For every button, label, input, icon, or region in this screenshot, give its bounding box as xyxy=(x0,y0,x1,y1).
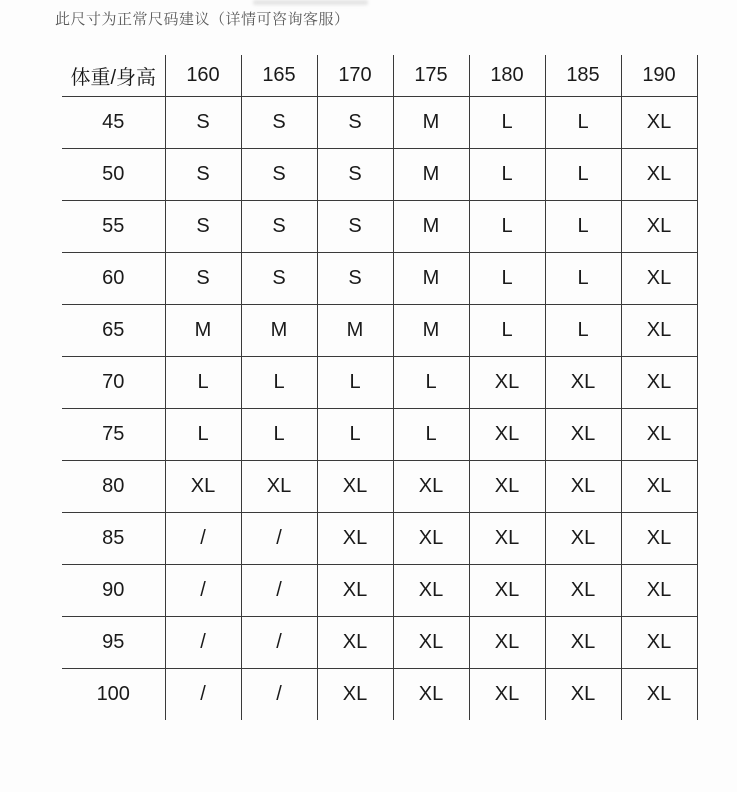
size-cell: L xyxy=(545,96,621,148)
size-table-header xyxy=(62,55,697,96)
size-cell: XL xyxy=(545,616,621,668)
size-cell: L xyxy=(545,304,621,356)
size-cell: XL xyxy=(393,512,469,564)
table-row-weight-45 xyxy=(62,96,697,148)
size-cell: L xyxy=(469,304,545,356)
size-cell: / xyxy=(165,616,241,668)
size-cell: XL xyxy=(317,564,393,616)
size-cell: M xyxy=(393,200,469,252)
weight-cell: 95 xyxy=(62,616,165,668)
size-cell: XL xyxy=(545,668,621,720)
size-cell: XL xyxy=(545,356,621,408)
weight-cell: 70 xyxy=(62,356,165,408)
size-cell: XL xyxy=(545,408,621,460)
size-cell: XL xyxy=(317,512,393,564)
table-row-weight-65 xyxy=(62,304,697,356)
size-cell: XL xyxy=(165,460,241,512)
header-row xyxy=(62,55,697,96)
header-weight-height-label: 体重/身高 xyxy=(62,55,165,96)
table-row-weight-90 xyxy=(62,564,697,616)
table-row-weight-75 xyxy=(62,408,697,460)
weight-cell: 80 xyxy=(62,460,165,512)
size-cell: XL xyxy=(393,616,469,668)
size-cell: XL xyxy=(621,356,697,408)
size-cell: S xyxy=(165,252,241,304)
size-cell: S xyxy=(317,200,393,252)
size-cell: XL xyxy=(621,460,697,512)
size-cell: XL xyxy=(621,148,697,200)
size-cell: XL xyxy=(621,564,697,616)
header-height-165: 165 xyxy=(241,55,317,96)
table-row-weight-60 xyxy=(62,252,697,304)
size-cell: XL xyxy=(469,668,545,720)
size-cell: XL xyxy=(469,408,545,460)
size-cell: XL xyxy=(469,356,545,408)
size-cell: / xyxy=(241,512,317,564)
size-cell: S xyxy=(241,200,317,252)
size-cell: XL xyxy=(317,668,393,720)
size-cell: XL xyxy=(621,512,697,564)
weight-cell: 85 xyxy=(62,512,165,564)
size-cell: S xyxy=(317,96,393,148)
size-cell: M xyxy=(241,304,317,356)
size-cell: S xyxy=(165,148,241,200)
size-cell: L xyxy=(393,356,469,408)
size-cell: L xyxy=(545,148,621,200)
table-row-weight-80 xyxy=(62,460,697,512)
weight-cell: 60 xyxy=(62,252,165,304)
size-cell: L xyxy=(469,148,545,200)
size-cell: XL xyxy=(469,616,545,668)
size-cell: L xyxy=(241,356,317,408)
size-cell: XL xyxy=(545,460,621,512)
size-cell: M xyxy=(165,304,241,356)
size-cell: XL xyxy=(621,96,697,148)
table-row-weight-70 xyxy=(62,356,697,408)
size-cell: XL xyxy=(317,616,393,668)
weight-cell: 45 xyxy=(62,96,165,148)
size-cell: / xyxy=(165,512,241,564)
size-cell: L xyxy=(545,252,621,304)
size-cell: XL xyxy=(621,408,697,460)
size-cell: XL xyxy=(545,564,621,616)
cropped-image-artifact xyxy=(253,0,368,5)
size-cell: L xyxy=(469,252,545,304)
size-cell: M xyxy=(393,252,469,304)
size-cell: L xyxy=(469,96,545,148)
size-cell: XL xyxy=(621,668,697,720)
size-cell: XL xyxy=(393,668,469,720)
size-cell: XL xyxy=(545,512,621,564)
size-cell: S xyxy=(241,252,317,304)
size-cell: S xyxy=(241,96,317,148)
size-cell: XL xyxy=(469,564,545,616)
size-cell: XL xyxy=(241,460,317,512)
size-cell: XL xyxy=(317,460,393,512)
size-cell: XL xyxy=(393,460,469,512)
weight-cell: 55 xyxy=(62,200,165,252)
size-cell: L xyxy=(165,356,241,408)
size-cell: / xyxy=(241,616,317,668)
header-height-160: 160 xyxy=(165,55,241,96)
size-cell: L xyxy=(469,200,545,252)
size-cell: M xyxy=(393,96,469,148)
size-cell: XL xyxy=(393,564,469,616)
weight-cell: 100 xyxy=(62,668,165,720)
size-cell: L xyxy=(317,356,393,408)
size-cell: XL xyxy=(469,512,545,564)
size-cell: XL xyxy=(469,460,545,512)
size-cell: L xyxy=(165,408,241,460)
weight-cell: 90 xyxy=(62,564,165,616)
size-cell: / xyxy=(241,668,317,720)
size-cell: M xyxy=(393,148,469,200)
header-height-175: 175 xyxy=(393,55,469,96)
table-row-weight-50 xyxy=(62,148,697,200)
size-cell: / xyxy=(165,668,241,720)
size-table xyxy=(62,55,698,720)
table-row-weight-85 xyxy=(62,512,697,564)
size-cell: M xyxy=(317,304,393,356)
size-cell: L xyxy=(317,408,393,460)
size-cell: / xyxy=(241,564,317,616)
size-cell: M xyxy=(393,304,469,356)
size-cell: S xyxy=(165,96,241,148)
table-row-weight-55 xyxy=(62,200,697,252)
weight-cell: 65 xyxy=(62,304,165,356)
header-height-180: 180 xyxy=(469,55,545,96)
size-cell: L xyxy=(241,408,317,460)
header-height-170: 170 xyxy=(317,55,393,96)
header-height-190: 190 xyxy=(621,55,697,96)
size-cell: / xyxy=(165,564,241,616)
table-row-weight-100 xyxy=(62,668,697,720)
weight-cell: 50 xyxy=(62,148,165,200)
size-cell: S xyxy=(241,148,317,200)
size-cell: XL xyxy=(621,200,697,252)
header-height-185: 185 xyxy=(545,55,621,96)
size-note: 此尺寸为正常尺码建议（详情可咨询客服） xyxy=(55,11,350,28)
size-cell: XL xyxy=(621,616,697,668)
size-cell: XL xyxy=(621,304,697,356)
size-cell: S xyxy=(317,252,393,304)
size-cell: XL xyxy=(621,252,697,304)
size-cell: S xyxy=(317,148,393,200)
size-cell: L xyxy=(545,200,621,252)
table-row-weight-95 xyxy=(62,616,697,668)
weight-cell: 75 xyxy=(62,408,165,460)
size-cell: L xyxy=(393,408,469,460)
size-cell: S xyxy=(165,200,241,252)
